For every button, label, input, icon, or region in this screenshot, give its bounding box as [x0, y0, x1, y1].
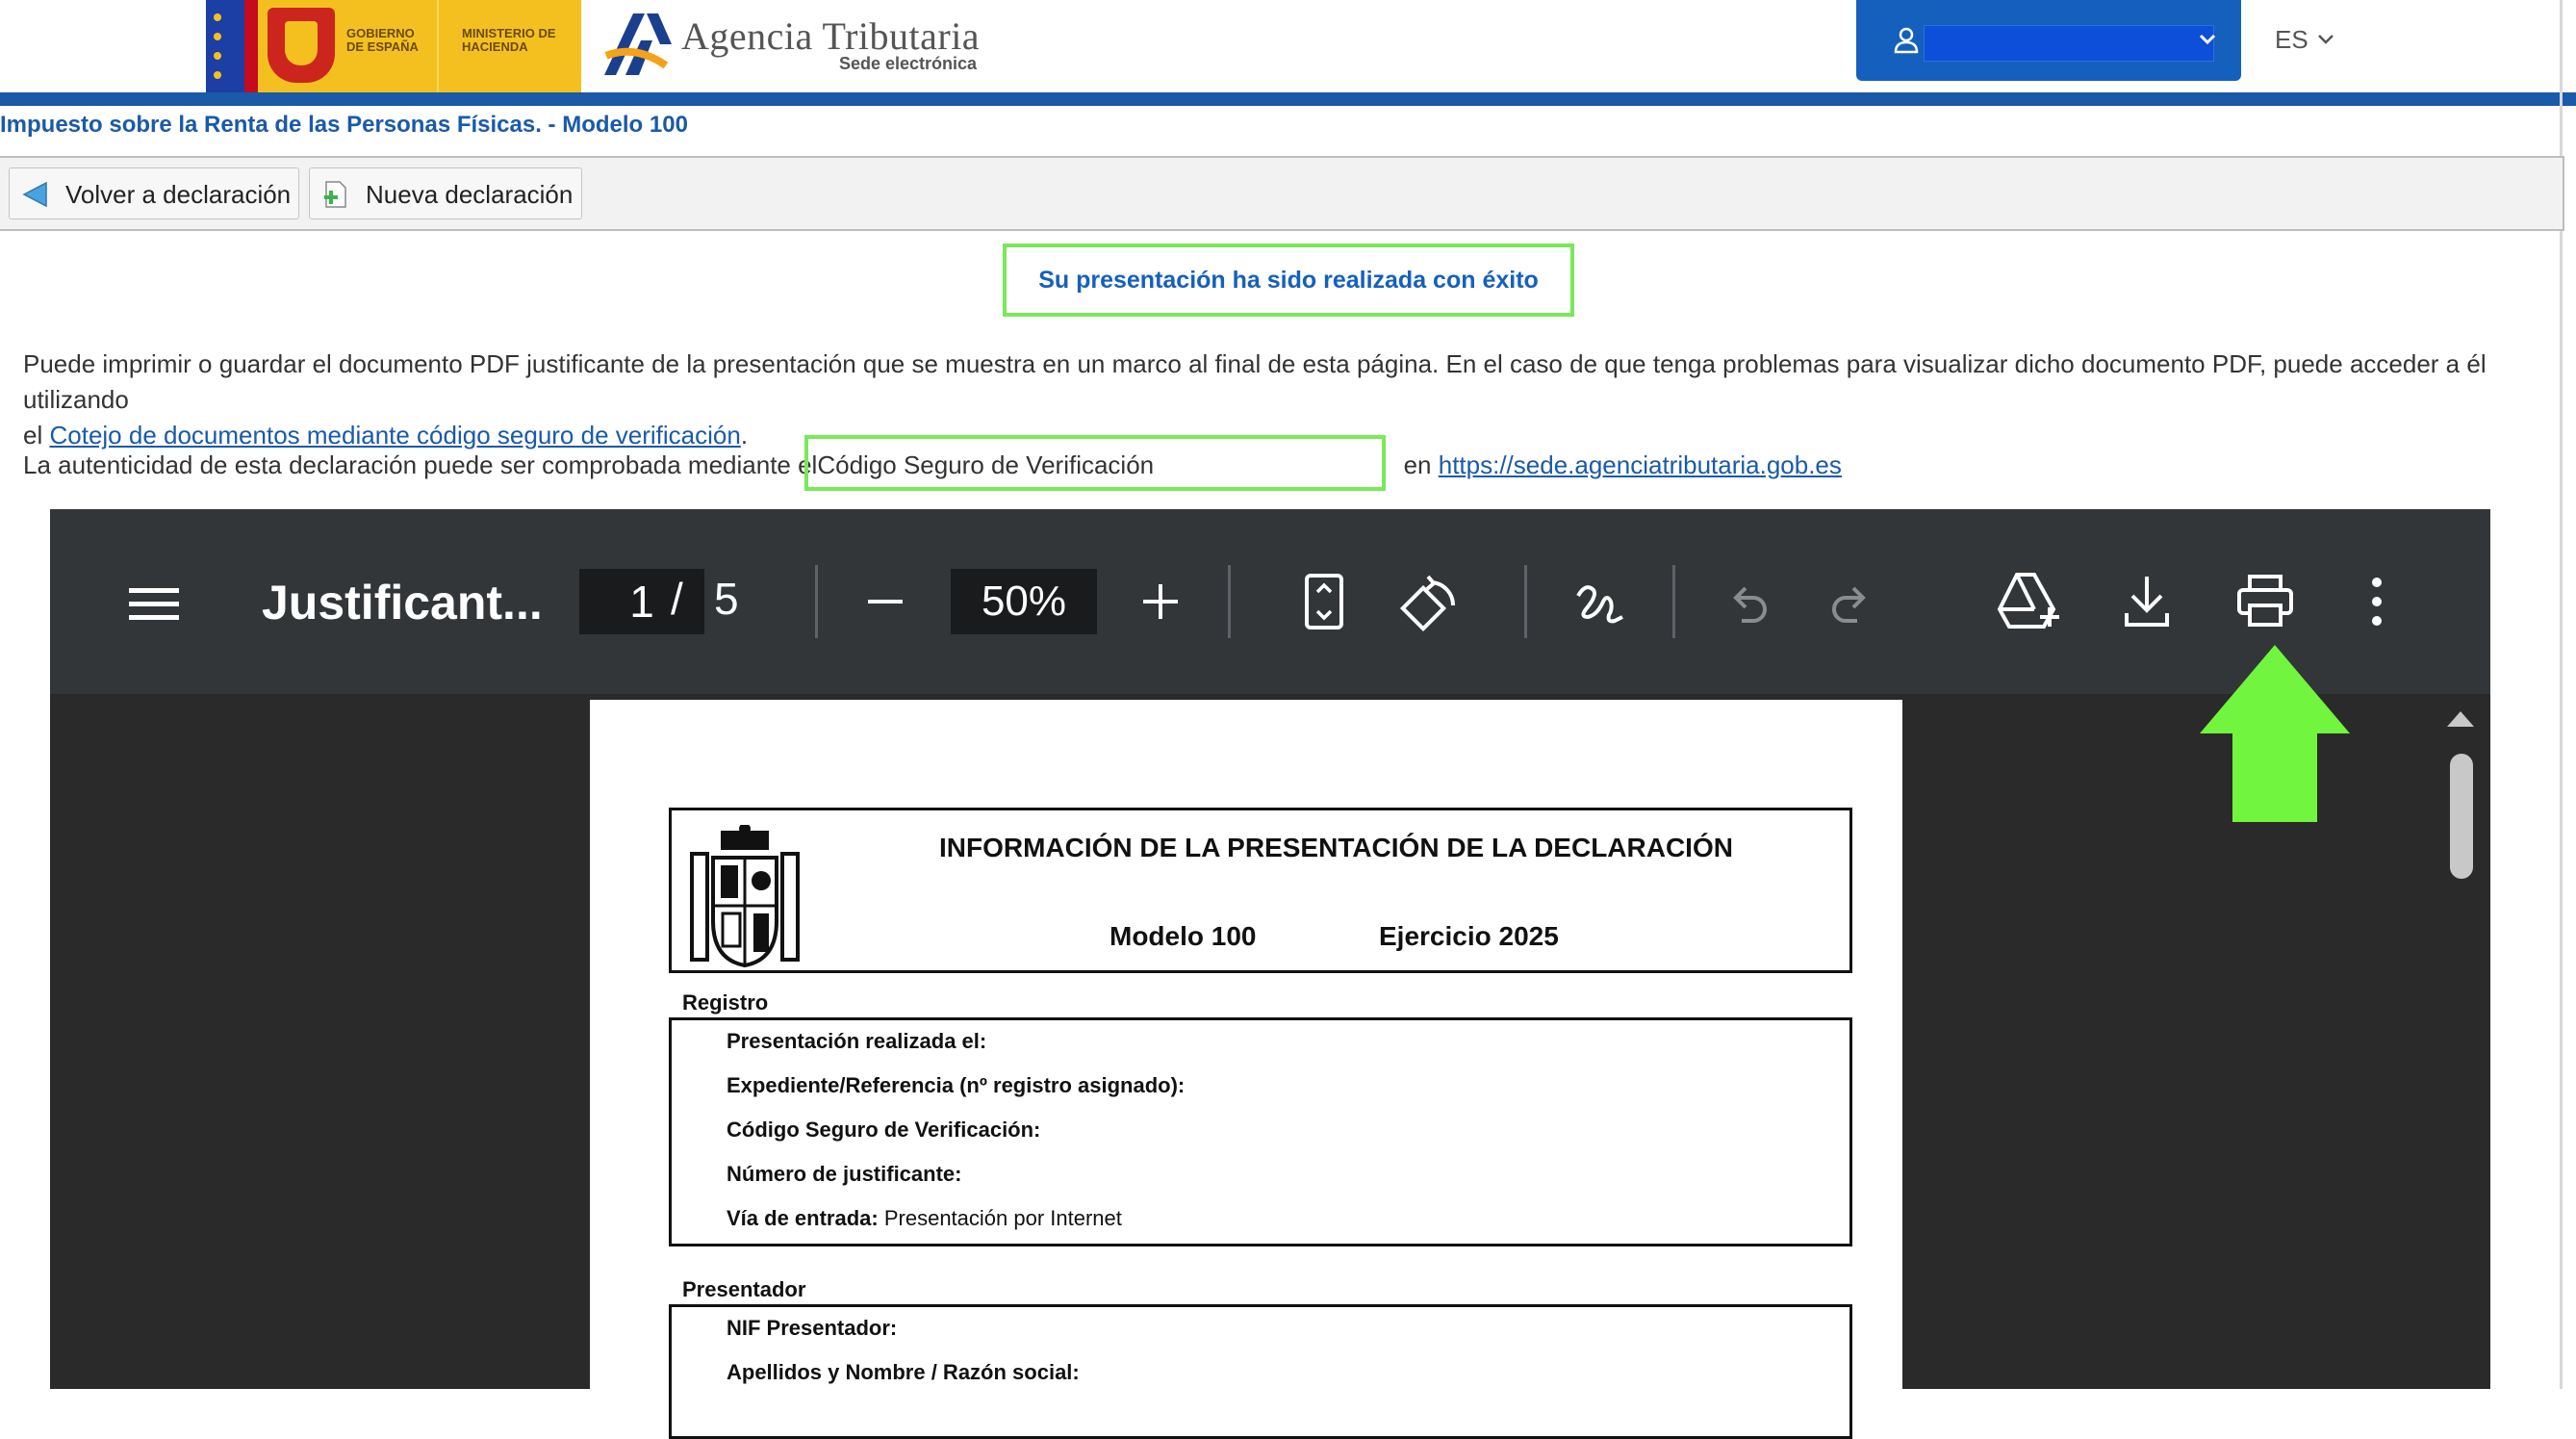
- redo-icon[interactable]: [1828, 580, 1875, 627]
- arrow-left-icon: [21, 180, 50, 209]
- draw-signature-icon[interactable]: [1572, 577, 1626, 630]
- info-text-prefix: el: [23, 421, 43, 450]
- coat-of-arms-icon: [268, 8, 335, 83]
- site-header: [0, 0, 2576, 96]
- new-document-icon: [321, 180, 350, 209]
- eu-flag: [206, 0, 244, 92]
- back-button-label: Volver a declaración: [65, 180, 292, 209]
- csv-label: Código Seguro de Verificación: [817, 450, 1155, 479]
- chevron-down-icon[interactable]: [2315, 29, 2336, 50]
- page-separator: /: [671, 574, 683, 624]
- more-options-icon[interactable]: [2367, 577, 2386, 627]
- pdf-row: NIF Presentador:: [727, 1316, 898, 1340]
- new-declaration-button[interactable]: [309, 167, 582, 219]
- back-to-declaration-button[interactable]: [9, 167, 299, 219]
- agency-subtitle: Sede electrónica: [839, 54, 978, 73]
- chevron-down-icon: [2193, 25, 2222, 54]
- gov-label: GOBIERNO DE ESPAÑA: [346, 26, 419, 54]
- scroll-up-icon[interactable]: [2447, 711, 2474, 727]
- pdf-row: Expediente/Referencia (nº registro asignado):: [727, 1073, 1186, 1097]
- save-to-drive-icon[interactable]: [1996, 571, 2061, 634]
- ministry-label: MINISTERIO DE HACIENDA: [462, 26, 556, 54]
- page-title: Impuesto sobre la Renta de las Personas Físicas. - Modelo 100: [0, 112, 688, 138]
- agencia-tributaria-logo-icon[interactable]: [597, 6, 674, 83]
- sede-agencia-link[interactable]: https://sede.agenciatributaria.gob.es: [1438, 450, 1842, 479]
- pdf-row: Apellidos y Nombre / Razón social:: [727, 1360, 1080, 1384]
- pdf-row: Presentación realizada el:: [727, 1029, 987, 1053]
- pdf-section-presentador: Presentador: [682, 1277, 806, 1301]
- agency-title[interactable]: Agencia Tributaria: [681, 14, 981, 58]
- pdf-row: Código Seguro de Verificación:: [727, 1118, 1041, 1142]
- pdf-page: [590, 700, 1902, 1389]
- language-selector[interactable]: ES: [2275, 25, 2308, 54]
- menu-icon[interactable]: [129, 584, 179, 623]
- coat-of-arms-icon: [682, 825, 807, 969]
- pdf-section-registro: Registro: [682, 990, 769, 1015]
- undo-icon[interactable]: [1724, 580, 1771, 627]
- zoom-in-icon[interactable]: [1141, 582, 1180, 621]
- auth-en-text: en: [1403, 450, 1432, 479]
- action-toolbar: [0, 156, 2564, 231]
- user-icon: [1891, 25, 1922, 56]
- pdf-ejercicio: Ejercicio 2025: [1379, 921, 1559, 951]
- user-menu-button[interactable]: [1856, 0, 2241, 81]
- pdf-row: Número de justificante:: [727, 1162, 962, 1186]
- info-text-suffix: .: [740, 421, 749, 450]
- fit-to-page-icon[interactable]: [1303, 573, 1345, 630]
- header-divider: [0, 92, 2576, 106]
- csv-highlight: [804, 435, 1386, 491]
- pdf-row: Vía de entrada: Presentación por Internet: [727, 1206, 1122, 1230]
- user-name: [1924, 25, 2214, 62]
- total-pages: 5: [714, 574, 739, 624]
- zoom-out-icon[interactable]: [866, 582, 905, 621]
- auth-text: La autenticidad de esta declaración puede ser comprobada mediante el: [23, 450, 818, 479]
- print-highlight-arrow-icon: [2198, 645, 2352, 822]
- pdf-document-title: Justificant...: [262, 576, 543, 630]
- gobierno-espana-logo[interactable]: [206, 0, 581, 92]
- download-icon[interactable]: [2123, 575, 2171, 629]
- pdf-heading: INFORMACIÓN DE LA PRESENTACIÓN DE LA DECLARACIÓN: [939, 833, 1733, 862]
- print-icon[interactable]: [2236, 575, 2294, 629]
- pdf-viewer-toolbar: [50, 509, 2490, 694]
- rotate-icon[interactable]: [1399, 573, 1461, 634]
- page-number-input[interactable]: 1: [579, 569, 704, 634]
- success-message: Su presentación ha sido realizada con éxito: [1003, 244, 1574, 317]
- zoom-level-input[interactable]: 50%: [951, 569, 1097, 634]
- info-text: Puede imprimir o guardar el documento PDF justificante de la presentación que se muestra en un marco al final de esta página. En el caso de que tenga problemas para visualizar dicho documento PDF, puede acceder a él utilizando: [23, 349, 2487, 414]
- pdf-scrollbar[interactable]: [2450, 754, 2473, 879]
- new-button-label: Nueva declaración: [366, 180, 574, 209]
- cotejo-documentos-link[interactable]: Cotejo de documentos mediante código seguro de verificación: [49, 421, 741, 450]
- pdf-modelo: Modelo 100: [1109, 921, 1257, 951]
